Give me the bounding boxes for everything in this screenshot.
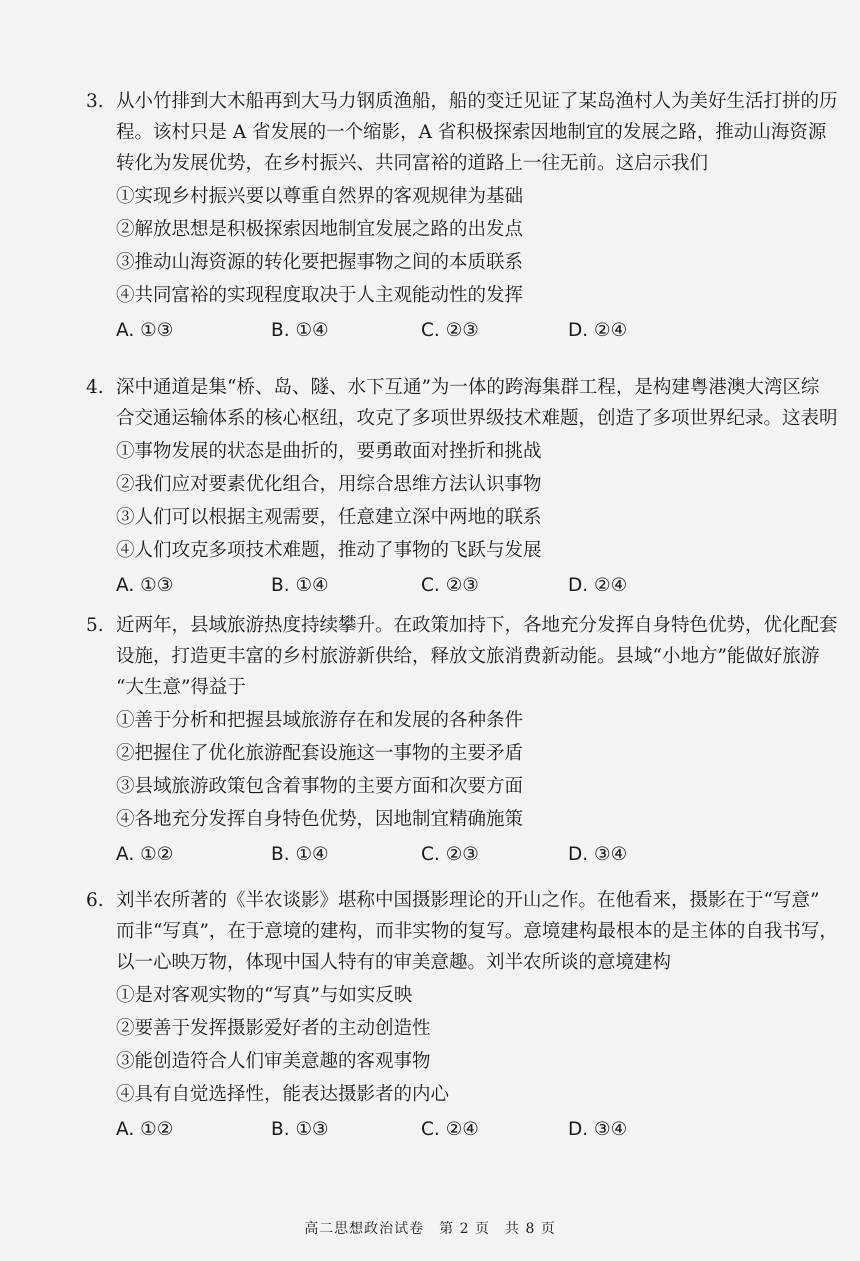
statement-3: ③能创造符合人们审美意趣的客观事物: [116, 1051, 431, 1072]
statement-2: ②解放思想是积极探索因地制宜发展之路的出发点: [116, 219, 524, 240]
stem-line: 而非“写真”，在于意境的建构，而非实物的复写。意境建构最根本的是主体的自我书写，: [116, 921, 838, 942]
question-number: 5.: [86, 615, 104, 636]
option-text: ②③: [445, 320, 479, 341]
option-text: ①③: [295, 1119, 329, 1140]
statement-3: ③推动山海资源的转化要把握事物之间的本质联系: [116, 252, 524, 273]
option-text: ③④: [594, 1119, 628, 1140]
statement-4: ④共同富裕的实现程度取决于人主观能动性的发挥: [116, 285, 524, 306]
option-letter: B.: [271, 1119, 290, 1140]
statement-4: ④各地充分发挥自身特色优势，因地制宜精确施策: [116, 809, 524, 830]
option-text: ②④: [445, 1119, 479, 1140]
answer-options: [86, 839, 786, 872]
option-d[interactable]: [538, 839, 627, 870]
statement-3: ③人们可以根据主观需要，任意建立深中两地的联系: [116, 507, 542, 528]
statement-4: ④具有自觉选择性，能表达摄影者的内心: [116, 1084, 450, 1105]
option-a[interactable]: [86, 570, 173, 601]
option-text: ②④: [594, 320, 628, 341]
option-b[interactable]: [241, 570, 329, 601]
option-letter: D.: [568, 320, 589, 341]
option-letter: C.: [421, 575, 440, 596]
question-6: [86, 885, 838, 1147]
option-text: ③④: [594, 844, 628, 865]
option-b[interactable]: [241, 839, 329, 870]
option-d[interactable]: [538, 1114, 627, 1145]
stem-line: 以一心映万物，体现中国人特有的审美意趣。刘半农所谈的意境建构: [116, 952, 672, 973]
option-text: ①④: [295, 320, 329, 341]
statement-2: ②把握住了优化旅游配套设施这一事物的主要矛盾: [116, 743, 524, 764]
stem-line: 近两年，县域旅游热度持续攀升。在政策加持下，各地充分发挥自身特色优势，优化配套: [116, 615, 838, 636]
answer-options: [86, 570, 786, 603]
option-text: ①②: [140, 844, 174, 865]
option-letter: B.: [271, 844, 290, 865]
option-letter: B.: [271, 320, 290, 341]
question-number: 4.: [86, 377, 104, 398]
option-letter: D.: [568, 1119, 589, 1140]
option-letter: B.: [271, 575, 290, 596]
option-text: ②④: [594, 575, 628, 596]
option-letter: A.: [116, 844, 135, 865]
option-text: ①③: [140, 575, 174, 596]
statement-4: ④人们攻克多项技术难题，推动了事物的飞跃与发展: [116, 540, 542, 561]
stem-line: 深中通道是集“桥、岛、隧、水下互通”为一体的跨海集群工程，是构建粤港澳大湾区综: [116, 377, 820, 398]
stem-line: 从小竹排到大木船再到大马力钢质渔船，船的变迁见证了某岛渔村人为美好生活打拼的历: [116, 91, 838, 112]
option-c[interactable]: [391, 839, 479, 870]
answer-options: [86, 315, 786, 348]
statement-2: ②要善于发挥摄影爱好者的主动创造性: [116, 1018, 431, 1039]
question-5: [86, 610, 838, 872]
option-text: ①③: [140, 320, 174, 341]
option-d[interactable]: [538, 570, 627, 601]
statement-2: ②我们应对要素优化组合，用综合思维方法认识事物: [116, 474, 542, 495]
stem-line: 刘半农所著的《半农谈影》堪称中国摄影理论的开山之作。在他看来，摄影在于“写意”: [116, 890, 820, 911]
statement-1: ①实现乡村振兴要以尊重自然界的客观规律为基础: [116, 186, 524, 207]
stem-line: 转化为发展优势，在乡村振兴、共同富裕的道路上一往无前。这启示我们: [116, 153, 709, 174]
option-letter: A.: [116, 320, 135, 341]
option-text: ②③: [445, 844, 479, 865]
question-number: 6.: [86, 890, 104, 911]
option-d[interactable]: [538, 315, 627, 346]
option-c[interactable]: [391, 1114, 479, 1145]
question-4: [86, 372, 838, 603]
statement-1: ①是对客观实物的“写真”与如实反映: [116, 985, 413, 1006]
option-text: ①②: [140, 1119, 174, 1140]
option-b[interactable]: [241, 1114, 329, 1145]
option-letter: C.: [421, 844, 440, 865]
option-letter: C.: [421, 1119, 440, 1140]
option-letter: D.: [568, 575, 589, 596]
option-letter: A.: [116, 575, 135, 596]
stem-line: 程。该村只是 A 省发展的一个缩影，A 省积极探索因地制宜的发展之路，推动山海资源: [116, 122, 827, 143]
option-c[interactable]: [391, 570, 479, 601]
option-a[interactable]: [86, 839, 173, 870]
option-a[interactable]: [86, 1114, 173, 1145]
question-number: 3.: [86, 91, 104, 112]
question-3: [86, 86, 838, 348]
statement-1: ①善于分析和把握县域旅游存在和发展的各种条件: [116, 710, 524, 731]
option-a[interactable]: [86, 315, 173, 346]
option-text: ①④: [295, 844, 329, 865]
statement-1: ①事物发展的状态是曲折的，要勇敢面对挫折和挑战: [116, 441, 542, 462]
stem-line: 设施，打造更丰富的乡村旅游新供给，释放文旅消费新动能。县域“小地方”能做好旅游: [116, 646, 820, 667]
page-footer: 高二思想政治试卷 第 2 页 共 8 页: [304, 1221, 556, 1237]
answer-options: [86, 1114, 786, 1147]
option-letter: D.: [568, 844, 589, 865]
stem-line: “大生意”得益于: [116, 677, 246, 698]
option-b[interactable]: [241, 315, 329, 346]
option-c[interactable]: [391, 315, 479, 346]
statement-3: ③县域旅游政策包含着事物的主要方面和次要方面: [116, 776, 524, 797]
option-text: ①④: [295, 575, 329, 596]
stem-line: 合交通运输体系的核心枢纽，攻克了多项世界级技术难题，创造了多项世界纪录。这表明: [116, 408, 838, 429]
option-text: ②③: [445, 575, 479, 596]
option-letter: A.: [116, 1119, 135, 1140]
option-letter: C.: [421, 320, 440, 341]
